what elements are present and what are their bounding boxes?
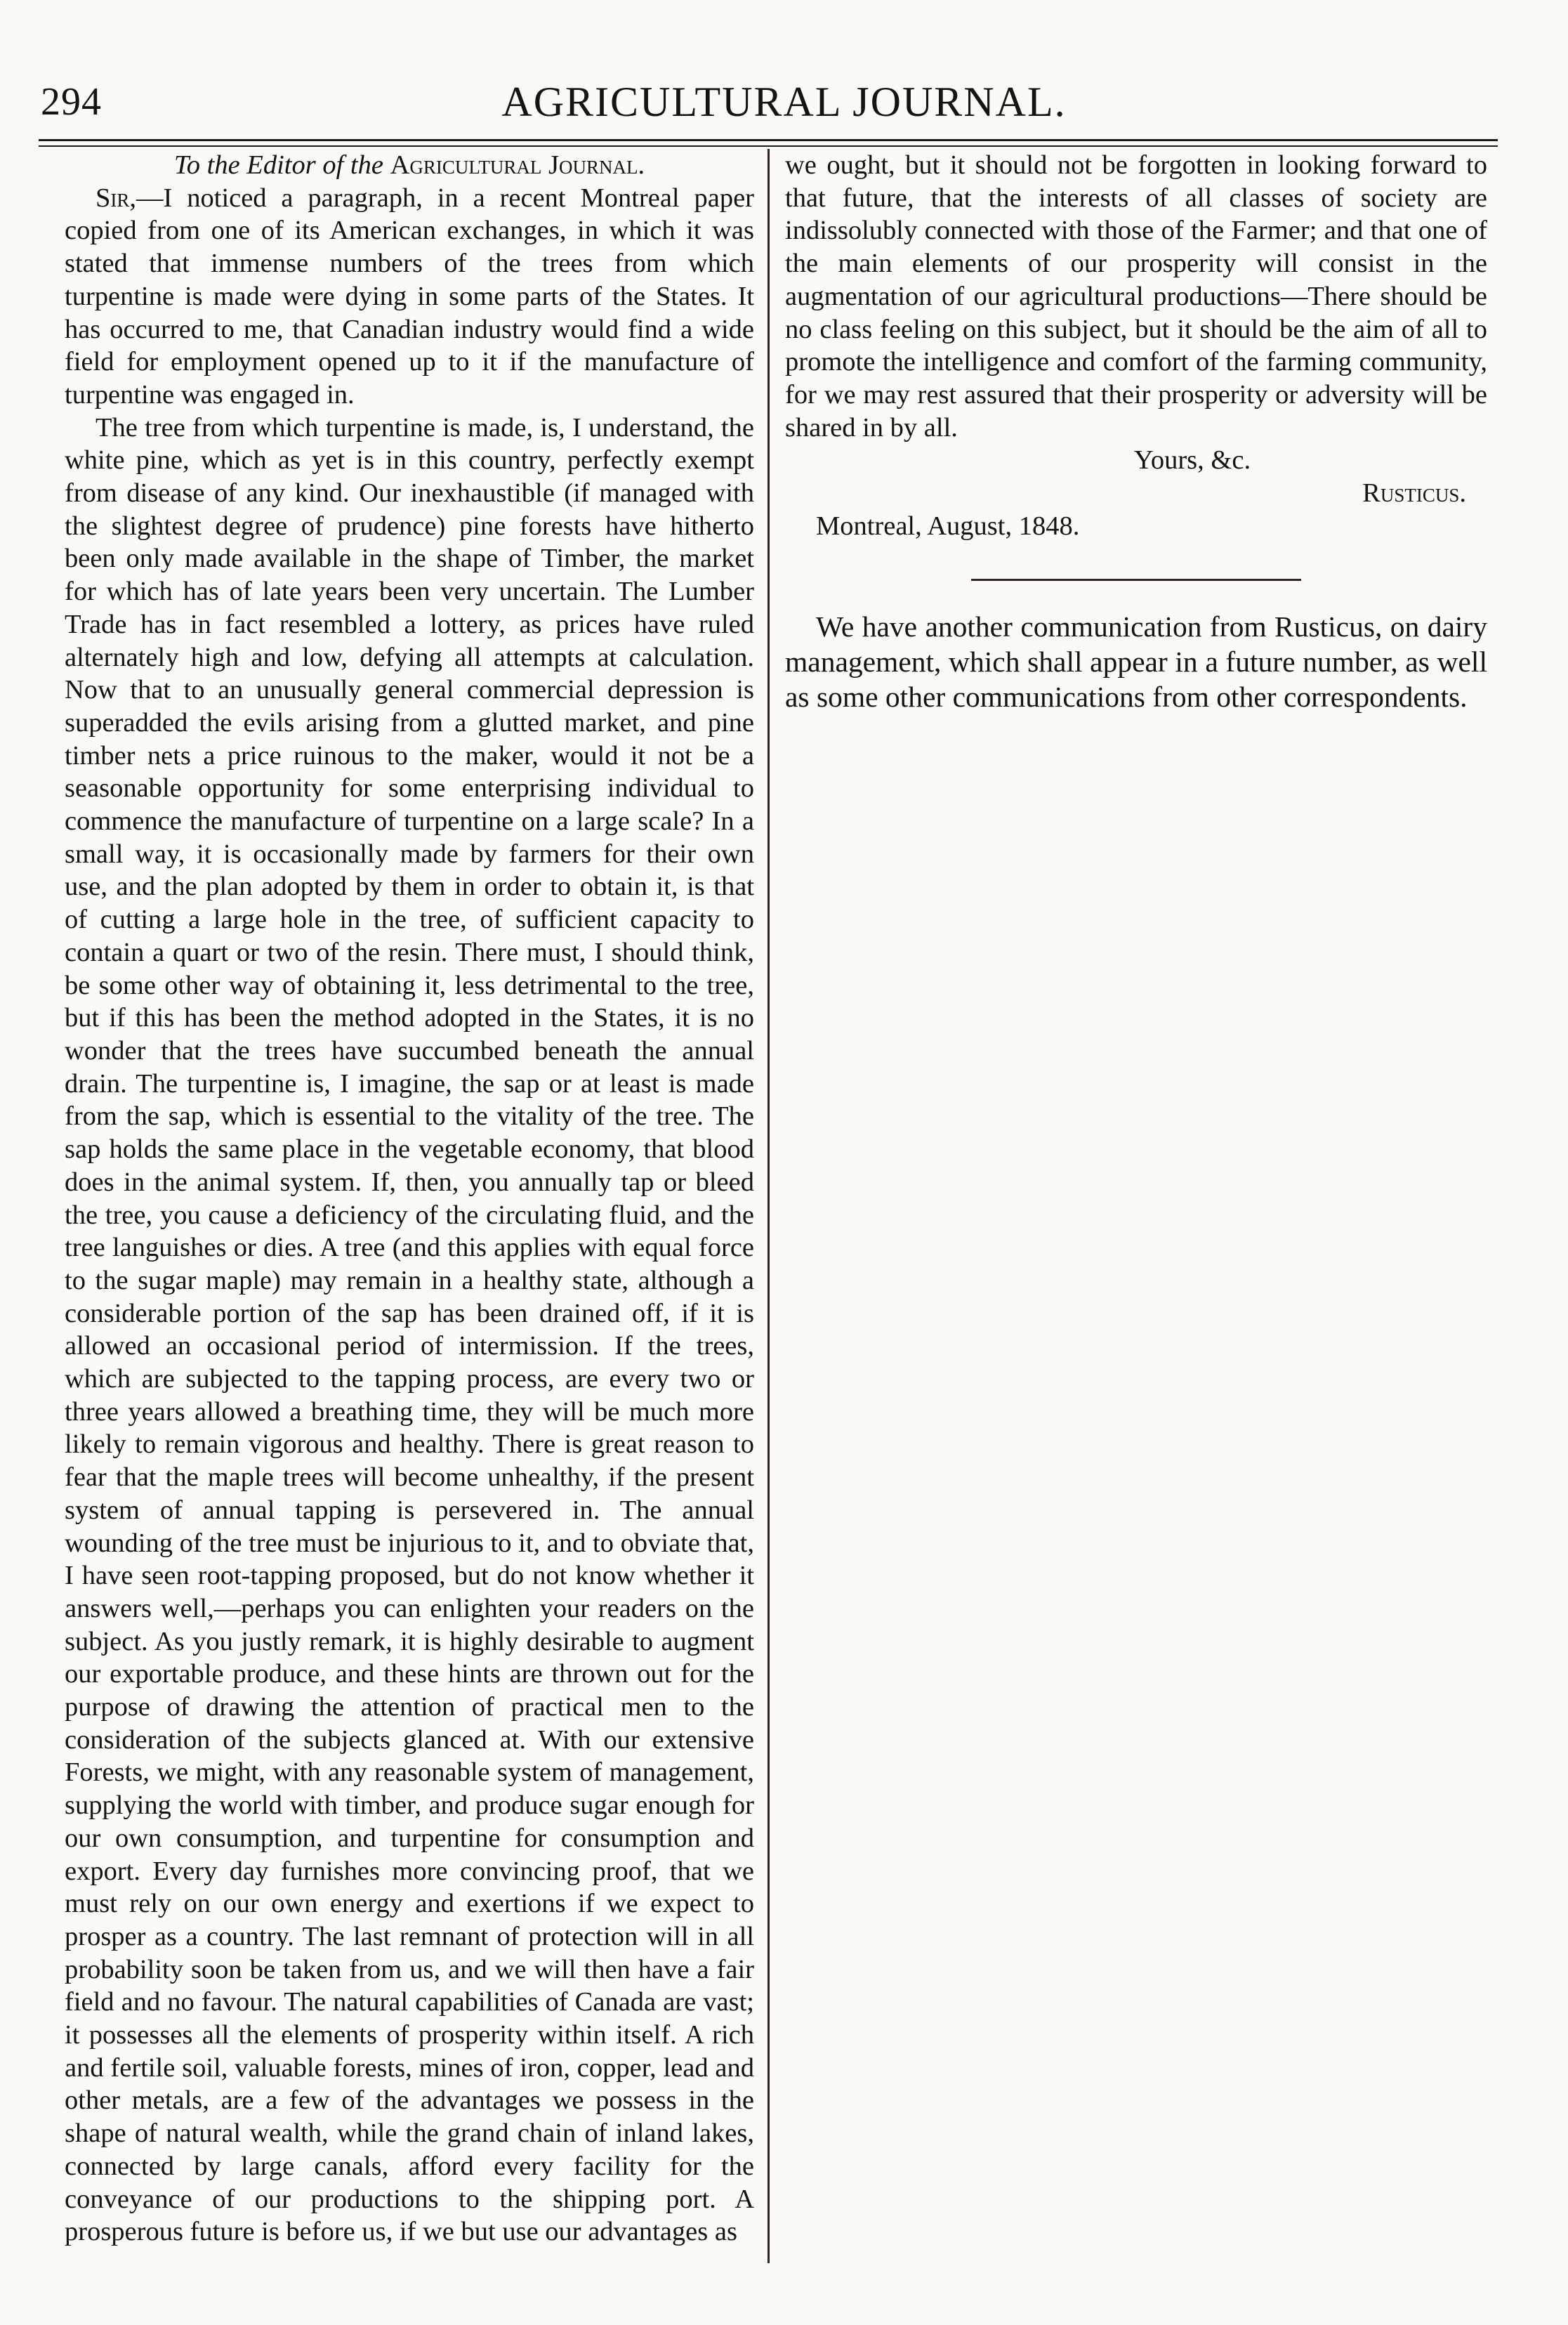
letter-paragraph-2-continued: we ought, but it should not be forgotten in looking forward to that future, that the interests of all classes of society are indissolubly connected with those of the Farmer; and that one of the main elements of our prosperity will consist in the augmentation of our agricultural productions—There should be no class feeling on this subject, but it should be the aim of all to promote the intelligence and comfort of the farming community, for we may rest assured that their prosperity or adversity will be shared in by all.	[785, 150, 1487, 443]
header-rule	[39, 139, 1498, 141]
salutation: Sir,	[95, 183, 137, 213]
page-header	[0, 70, 1568, 133]
left-column	[65, 149, 754, 2248]
paragraph-1-text: —I noticed a paragraph, in a recent Montreal paper copied from one of its American exchanges, in which it was stated that immense numbers of the trees from which turpentine is made were dying in some parts of the States. It has occurred to me, that Canadian industry would find a wide field for employment opened up to it if the manufacture of turpentine was engaged in.	[65, 183, 754, 410]
column-divider	[767, 149, 770, 2263]
letter-addressee	[65, 149, 754, 182]
letter-signature: Rusticus.	[1362, 478, 1466, 509]
letter-paragraph-2: The tree from which turpentine is made, is, I understand, the white pine, which as yet is in this country, perfectly exempt from disease of any kind. Our inexhaustible (if managed with the slightest degree of prudence) pine forests have hitherto been only made available in the shape of Timber, the market for which has of late years been very uncertain. The Lumber Trade has in fact resembled a lottery, as prices have ruled alternately high and low, defying all attempts at calculation. Now that to an unusually general commercial depression is superadded the evils arising from a glutted market, and pine timber nets a price ruinous to the maker, would it not be a seasonable opportunity for some enterprising individual to commence the manufacture of turpentine on a large scale? In a small way, it is occasionally made by farmers for their own use, and the plan adopted by them in order to obtain it, is that of cutting a large hole in the tree, of sufficient capacity to contain a quart or two of the resin. There must, I should think, be some other way of obtaining it, less detrimental to the tree, but if this has been the method adopted in the States, it is no wonder that the trees have succumbed beneath the annual drain. The turpentine is, I imagine, the sap or at least is made from the sap, which is essential to the vitality of the tree. The sap holds the same place in the vegetable economy, that blood does in the animal system. If, then, you annually tap or bleed the tree, you cause a deficiency of the circulating fluid, and the tree languishes or dies. A tree (and this applies with equal force to the sugar maple) may remain in a healthy state, although a considerable portion of the sap has been drained off, if it is allowed an occasional period of intermission. If the trees, which are subjected to the tapping process, are every two or three years allowed a breathing time, they will be much more likely to remain vigorous and healthy. There is great reason to fear that the maple trees will become unhealthy, if the present system of annual tapping is persevered in. The annual wounding of the tree must be injurious to it, and to obviate that, I have seen root-tapping proposed, but do not know whether it answers well,—perhaps you can enlighten your readers on the subject. As you justly remark, it is highly desirable to augment our exportable produce, and these hints are thrown out for the purpose of drawing the attention of practical men to the consideration of the subjects glanced at. With our extensive Forests, we might, with any reasonable system of management, supplying the world with timber, and produce sugar enough for our own consumption, and turpentine for consumption and export. Every day furnishes more convincing proof, that we must rely on our own energy and exertions if we expect to prosper as a country. The last remnant of protection will in all probability soon be taken from us, and we will then have a fair field and no favour. The natural capabilities of Canada are vast; it possesses all the elements of prosperity within itself. A rich and fertile soil, valuable forests, mines of iron, copper, lead and other metals, are a few of the advantages we possess in the shape of natural wealth, while the grand chain of inland lakes, connected by large canals, afford every facility for the conveyance of our productions to the shipping port. A prosperous future is before us, if we but use our advantages as	[65, 412, 754, 2247]
page-number: 294	[41, 80, 102, 124]
letter-paragraph-1	[65, 182, 754, 412]
right-column	[785, 149, 1487, 714]
running-title: AGRICULTURAL JOURNAL.	[501, 79, 1067, 125]
editor-note: We have another communication from Rusticus, on dairy management, which shall appear in a future number, as well as some other communications from other correspondents.	[785, 610, 1487, 714]
letter-dateline: Montreal, August, 1848.	[816, 511, 1080, 541]
letter-signoff: Yours, &c.	[1133, 445, 1251, 476]
section-rule	[971, 579, 1301, 581]
addressee-prefix: To the Editor of the	[173, 150, 383, 180]
header-rule-secondary	[39, 145, 1498, 147]
addressee-journal: Agricultural Journal.	[390, 150, 645, 180]
